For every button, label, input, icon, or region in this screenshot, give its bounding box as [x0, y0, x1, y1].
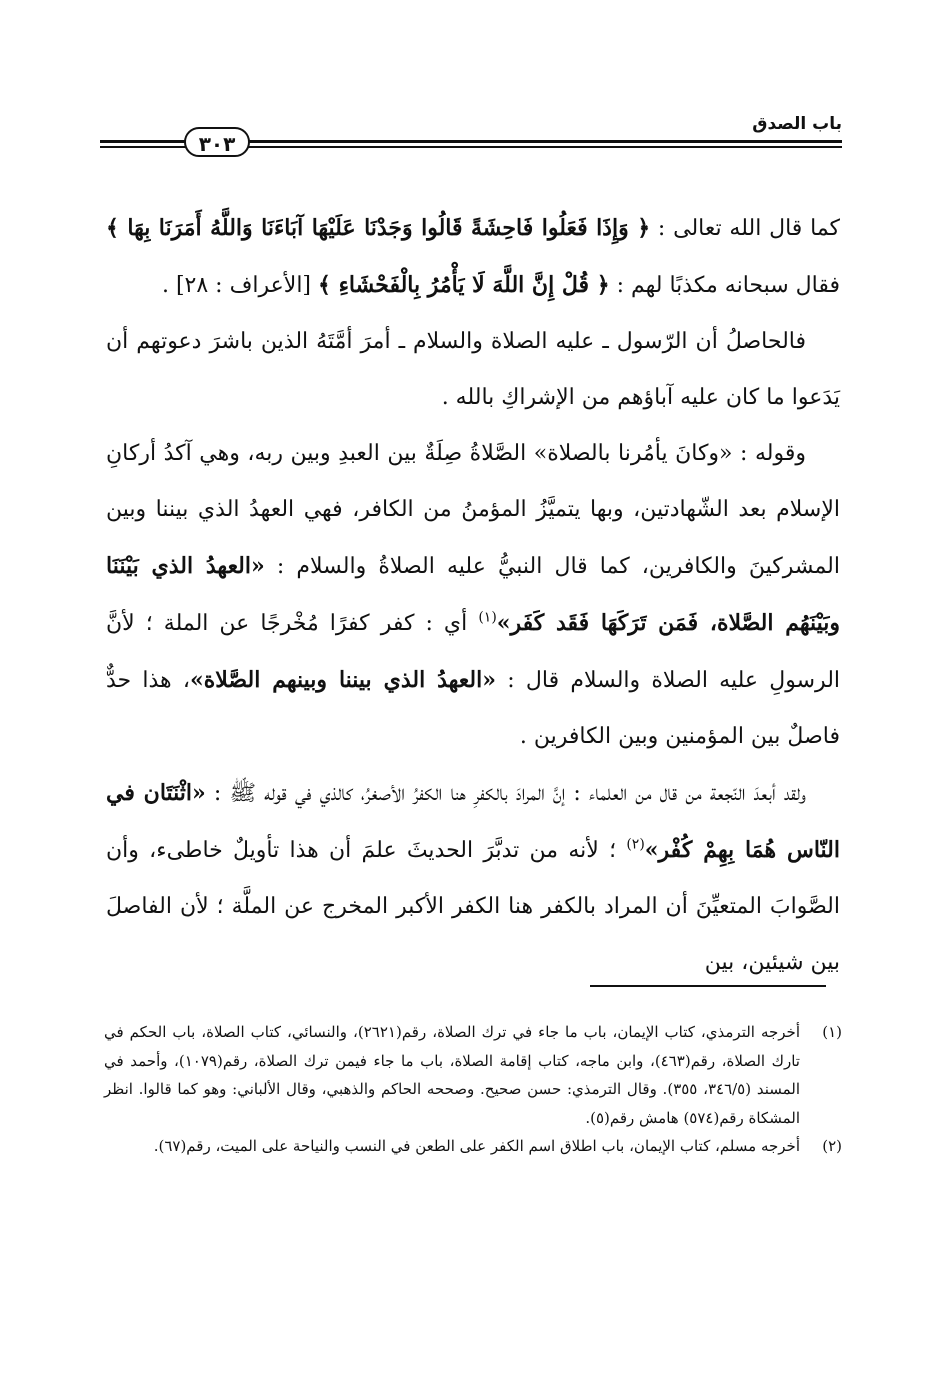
quran-verse-1: ﴿ وَإِذَا فَعَلُوا فَاحِشَةً قَالُوا وَجَدْنَا عَلَيْهَا آبَاءَنَا وَاللَّهُ أَمَرَنَا بِهَا ﴾ [106, 215, 651, 241]
page-number: ٣٠٣ [184, 127, 250, 157]
p4-text-a: ولقد أبعدَ النّجعة من قال من العلماء : إنَّ المرادَ بالكفرِ هنا الكفرُ الأصغرُ، كالذي في قوله ﷺ : [213, 781, 806, 806]
paragraph-3 [106, 426, 840, 765]
footnote-number: (١) [822, 1023, 842, 1041]
page-header [100, 112, 842, 162]
p3-text-c: ، هذا حدٌّ فاصلٌ بين المؤمنين وبين الكافرين . [106, 668, 840, 749]
paragraph-2: فالحاصلُ أن الرّسول ـ عليه الصلاة والسلام ـ أمرَ أمَّتَهُ الذين باشرَ دعوتهم أن يَدَعوا ما كان عليه آباؤهم من الإشراكِ بالله . [106, 329, 840, 410]
footnote-number: (٢) [822, 1137, 842, 1155]
paragraph-4 [106, 765, 840, 991]
footnote-ref-1[interactable]: (١) [478, 609, 497, 626]
footnote-text: أخرجه مسلم، كتاب الإيمان، باب اطلاق اسم الكفر على الطعن في النسب والنياحة على الميت، رقم(٦٧). [153, 1137, 800, 1155]
hadith-1: «العهدُ الذي بَيْنَنَا وبَيْنَهُم الصَّلاة، فَمَن تَرَكَهَا فَقَد كَفَر» [106, 553, 841, 636]
p3-text-b: أي : كفر كفرًا مُخْرجًا عن الملة ؛ لأنَّ الرسولِ عليه الصلاة والسلام قال : [106, 611, 841, 693]
chapter-title: باب الصدق [752, 114, 842, 134]
footnote-text: أخرجه الترمذي، كتاب الإيمان، باب ما جاء في ترك الصلاة، رقم(٢٦٢١)، والنسائي، كتاب الصلاة، باب الحكم في تارك الصلاة، رقم(٤٦٣)، وابن ماجه، كتاب إقامة الصلاة، باب ما جاء فيمن ترك الصلاة، رقم(١٠٧٩)، وأحمد في المسند (٣٤٦/٥، ٣٥٥). وقال الترمذي: حسن صحيح. وصححه الحاكم والذهبي، وقال الألباني: وهو كما قالوا. انظر المشكاة رقم(٥٧٤) هامش رقم(٥). [104, 1023, 801, 1127]
hadith-2: «العهدُ الذي بيننا وبينهم الصَّلاة» [190, 667, 496, 693]
footnote-ref-2[interactable]: (٢) [626, 836, 645, 853]
main-text [106, 200, 840, 991]
footnotes [104, 1018, 842, 1161]
footnote-1 [104, 1018, 842, 1132]
hadith-3: «اثْنَتَان في النّاس هُمَا بِهِمْ كُفْر» [106, 780, 840, 863]
p3-text-a: وقوله : «وكانَ يأمُرنا بالصلاة» الصَّلاةُ صِلَةٌ بين العبدِ وبين ربه، وهي آكدُ أركانِ الإسلام بعد الشّهادتين، وبها يتميَّزُ المؤمنُ من الكافر، فهي العهدُ الذي بيننا وبين المشركينَ والكافرين، كما قال النبيُّ عليه الصلاةُ والسلام : [106, 441, 840, 579]
p1-intro: كما قال الله تعالى : [657, 216, 841, 241]
paragraph-1 [106, 200, 840, 314]
footnote-separator [590, 985, 826, 987]
quran-reference: [الأعراف : ٢٨] . [161, 273, 312, 298]
p4-text-b: ؛ لأنه من تدبَّرَ الحديثَ علمَ أن هذا تأويلٌ خاطىء، وأن الصَّوابَ المتعيِّنَ أن المراد بالكفر هنا الكفر الأكبر المخرج عن الملَّة ؛ لأن الفاصلَ بين شيئين، بين [106, 838, 840, 975]
quran-verse-2: ﴿ قُلْ إِنَّ اللَّهَ لَا يَأْمُرُ بِالْفَحْشَاءِ ﴾ [318, 272, 610, 298]
p1-continuation: فقال سبحانه مكذبًا لهم : [616, 273, 840, 298]
footnote-2 [104, 1132, 842, 1161]
